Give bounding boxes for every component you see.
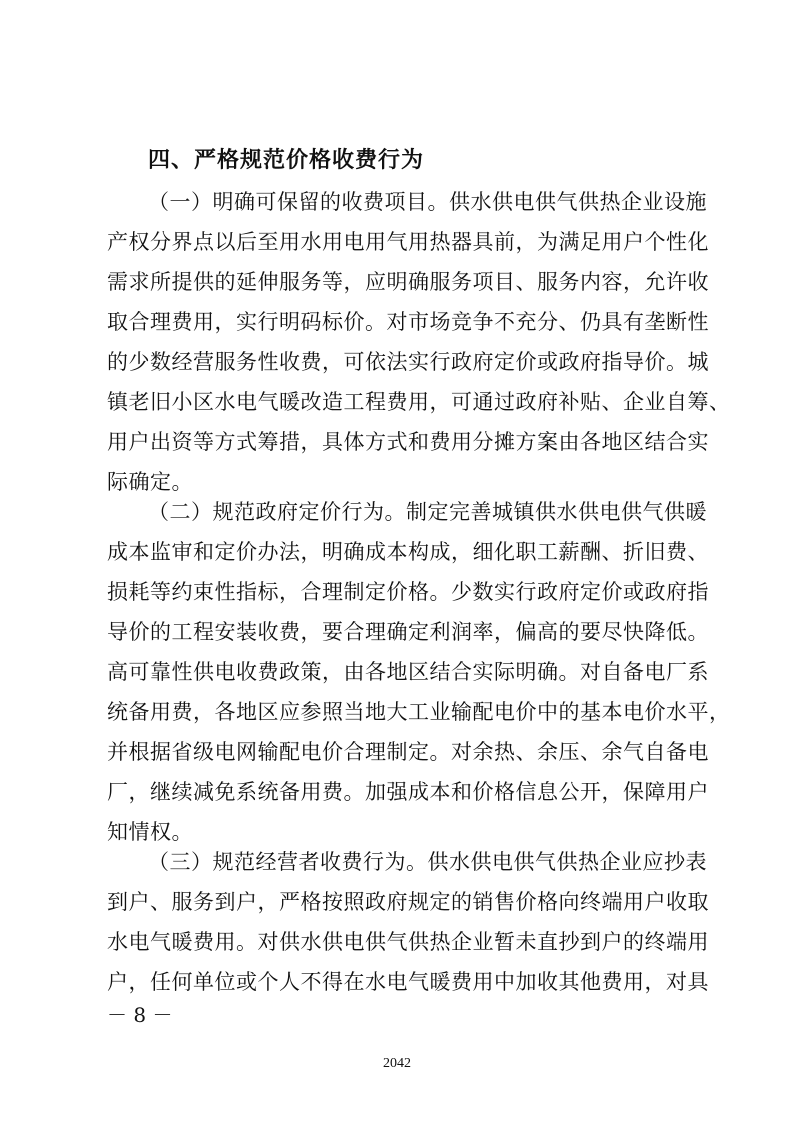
text-line: 并根据省级电网输配电价合理制定。对余热、余压、余气自备电 — [107, 740, 709, 764]
text-line: （一）明确可保留的收费项目。供水供电供气供热企业设施 — [148, 190, 707, 214]
text-line: 水电气暖费用。对供水供电供气供热企业暂未直抄到户的终端用 — [107, 930, 709, 954]
footer-number: 2042 — [383, 1056, 411, 1071]
text-line: 高可靠性供电收费政策，由各地区结合实际明确。对自备电厂系 — [107, 660, 709, 684]
text-line: 际确定。 — [107, 470, 193, 494]
text-line: 到户、服务到户，严格按照政府规定的销售价格向终端用户收取 — [107, 890, 709, 914]
text-line: 导价的工程安装收费，要合理确定利润率，偏高的要尽快降低。 — [107, 620, 709, 644]
text-line: 厂，继续减免系统备用费。加强成本和价格信息公开，保障用户 — [107, 780, 709, 804]
text-line: 需求所提供的延伸服务等，应明确服务项目、服务内容，允许收 — [107, 270, 709, 294]
text-line: 损耗等约束性指标，合理制定价格。少数实行政府定价或政府指 — [107, 580, 709, 604]
text-line: （二）规范政府定价行为。制定完善城镇供水供电供气供暖 — [148, 500, 707, 524]
text-line: 取合理费用，实行明码标价。对市场竞争不充分、仍具有垄断性 — [107, 310, 709, 334]
text-line: 的少数经营服务性收费，可依法实行政府定价或政府指导价。城 — [107, 350, 709, 374]
text-line: 用户出资等方式筹措，具体方式和费用分摊方案由各地区结合实 — [107, 430, 709, 454]
page-number: － 8 － — [107, 1003, 173, 1027]
text-line: 知情权。 — [107, 820, 193, 844]
text-line: 户，任何单位或个人不得在水电气暖费用中加收其他费用，对具 — [107, 970, 709, 994]
text-line: 镇老旧小区水电气暖改造工程费用，可通过政府补贴、企业自筹、 — [107, 390, 731, 414]
section-heading: 四、严格规范价格收费行为 — [148, 148, 425, 173]
text-line: 统备用费，各地区应参照当地大工业输配电价中的基本电价水平， — [107, 700, 731, 724]
text-line: 成本监审和定价办法，明确成本构成，细化职工薪酬、折旧费、 — [107, 540, 709, 564]
text-line: （三）规范经营者收费行为。供水供电供气供热企业应抄表 — [148, 850, 707, 874]
text-line: 产权分界点以后至用水用电用气用热器具前，为满足用户个性化 — [107, 230, 709, 254]
